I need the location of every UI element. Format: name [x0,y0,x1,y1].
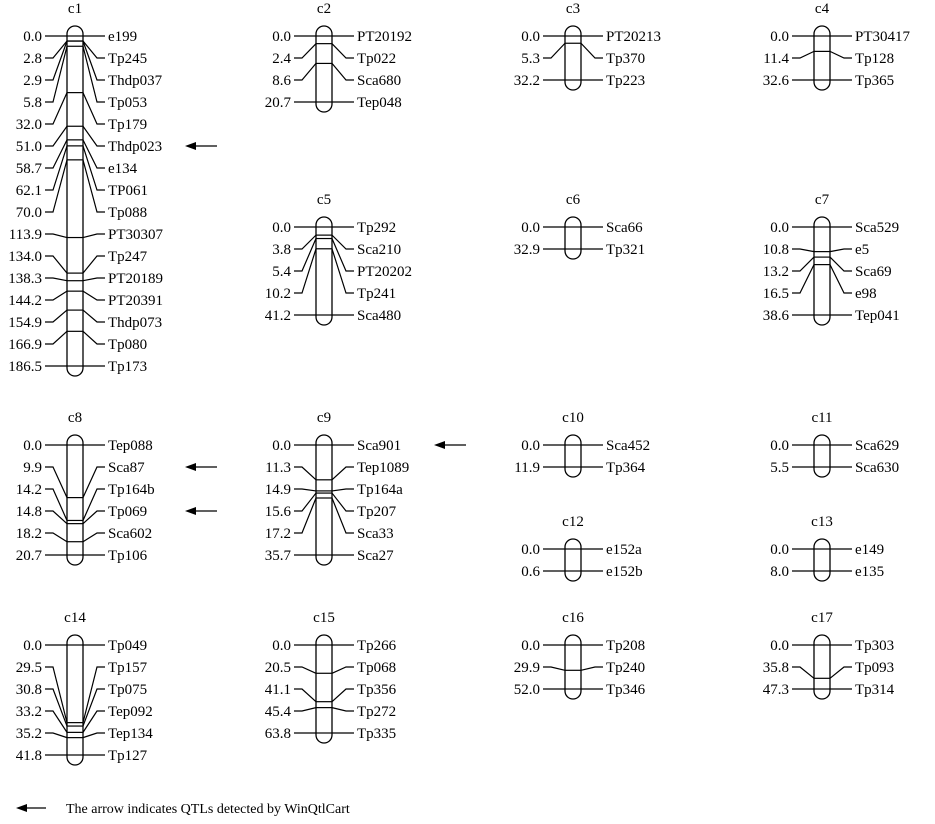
marker-name: Tp093 [855,660,895,676]
chromosome-name: c10 [562,410,584,426]
marker-name: Sca452 [606,438,651,454]
position-connector [792,249,814,252]
marker-name: Tp292 [357,220,397,236]
marker-connector [332,239,354,271]
marker-name: TP061 [108,183,149,199]
marker-name: Tp157 [108,660,148,676]
marker-position: 15.6 [264,504,291,520]
position-connector [294,63,316,80]
chromosome-c6 [514,192,645,259]
marker-name: PT20202 [357,264,413,280]
marker-position: 20.7 [15,548,42,564]
marker-name: Sca87 [108,460,145,476]
marker-position: 13.2 [762,264,789,280]
marker-name: e135 [855,564,885,580]
marker-name: Tp068 [357,660,397,676]
chromosome-name: c12 [562,514,584,530]
chromosome-name: c6 [565,192,581,208]
chromosome-bar [814,539,830,581]
marker-name: Tp223 [606,73,646,89]
marker-position: 17.2 [264,526,291,542]
marker-name: Tep048 [357,95,402,111]
marker-connector [332,689,354,702]
chromosome-name: c11 [811,410,833,426]
marker-connector [332,489,354,491]
marker-position: 0.6 [521,564,540,580]
position-connector [45,310,67,322]
marker-name: Tp075 [108,682,148,698]
marker-position: 5.4 [272,264,291,280]
marker-position: 14.8 [15,504,42,520]
marker-position: 20.5 [264,660,291,676]
marker-connector [83,291,105,300]
marker-name: PT20213 [606,29,662,45]
marker-connector [83,234,105,238]
chromosome-name: c7 [814,192,830,208]
marker-name: Sca33 [357,526,394,542]
marker-name: Thdp023 [108,139,163,155]
marker-name: Tep092 [108,704,153,720]
marker-name: Tp208 [606,638,646,654]
marker-connector [332,467,354,480]
chromosome-name: c3 [565,1,581,17]
chromosome-name: c2 [316,1,332,17]
chromosome-c13 [770,514,884,581]
position-connector [294,667,316,673]
marker-name: Tp335 [357,726,397,742]
marker-name: Tp207 [357,504,397,520]
chromosome-name: c16 [562,610,584,626]
marker-name: Sca210 [357,242,402,258]
marker-position: 3.8 [272,242,291,258]
marker-position: 47.3 [762,682,789,698]
marker-position: 14.9 [264,482,291,498]
marker-position: 70.0 [15,205,42,221]
marker-position: 2.4 [272,51,291,67]
marker-position: 10.8 [762,242,789,258]
marker-connector [332,44,354,58]
chromosome-bar [565,539,581,581]
position-connector [45,489,67,520]
position-connector [792,257,814,271]
marker-name: Tp314 [855,682,895,698]
chromosome-c7 [763,192,900,325]
marker-position: 35.2 [15,726,42,742]
marker-position: 5.5 [770,460,789,476]
marker-position: 113.9 [8,227,42,243]
chromosome-bar [565,435,581,477]
marker-name: Tp365 [855,73,895,89]
marker-position: 32.0 [15,117,42,133]
legend-arrow-head [16,804,27,812]
marker-name: PT30307 [108,227,164,243]
marker-position: 62.1 [15,183,42,199]
marker-position: 29.9 [513,660,540,676]
chromosome-c4 [763,1,911,90]
position-connector [294,467,316,480]
chromosome-c12 [521,514,642,581]
marker-position: 0.0 [272,438,291,454]
chromosome-name: c13 [811,514,833,530]
marker-name: Tp053 [108,95,148,111]
marker-connector [332,498,354,533]
marker-name: Sca602 [108,526,153,542]
marker-name: PT30417 [855,29,911,45]
marker-position: 35.7 [264,548,291,564]
marker-name: Tp173 [108,359,148,375]
marker-name: Tp128 [855,51,895,67]
chromosome-bar [316,26,332,112]
marker-position: 45.4 [264,704,291,720]
marker-name: e152a [606,542,642,558]
marker-name: e149 [855,542,885,558]
marker-position: 0.0 [770,542,789,558]
chromosome-c8 [16,410,217,565]
legend [16,802,350,817]
marker-position: 14.2 [15,482,42,498]
marker-name: Tp080 [108,337,148,353]
marker-position: 41.8 [15,748,42,764]
marker-position: 18.2 [15,526,42,542]
marker-name: Thdp037 [108,73,163,89]
chromosome-name: c4 [814,1,830,17]
marker-position: 138.3 [8,271,42,287]
chromosome-name: c5 [316,192,332,208]
marker-position: 58.7 [15,161,42,177]
marker-position: 154.9 [8,315,42,331]
marker-connector [83,310,105,322]
qtl-arrow-icon [185,142,196,150]
marker-name: Sca630 [855,460,900,476]
marker-name: Sca629 [855,438,900,454]
chromosome-c1 [8,1,217,376]
marker-name: PT20189 [108,271,164,287]
marker-connector [332,667,354,673]
marker-position: 0.0 [23,29,42,45]
marker-position: 0.0 [770,438,789,454]
position-connector [294,239,316,271]
marker-connector [83,278,105,281]
marker-name: Sca901 [357,438,402,454]
marker-connector [83,711,105,732]
marker-name: Tep041 [855,308,900,324]
marker-connector [332,493,354,511]
marker-position: 0.0 [23,438,42,454]
marker-name: e98 [855,286,877,302]
marker-position: 186.5 [8,359,42,375]
position-connector [45,291,67,300]
marker-position: 0.0 [272,29,291,45]
marker-name: PT20192 [357,29,413,45]
marker-connector [830,249,852,252]
chromosome-c11 [770,410,899,477]
marker-position: 32.6 [762,73,789,89]
qtl-arrow-icon [434,441,445,449]
position-connector [294,493,316,511]
marker-name: PT20391 [108,293,164,309]
marker-name: Tp356 [357,682,397,698]
chromosome-name: c17 [811,610,833,626]
position-connector [45,667,67,723]
chromosome-name: c8 [67,410,83,426]
marker-position: 5.8 [23,95,42,111]
marker-name: Sca480 [357,308,402,324]
marker-position: 41.2 [264,308,291,324]
chromosome-bar [814,435,830,477]
position-connector [294,689,316,702]
marker-position: 52.0 [513,682,540,698]
marker-name: Tep134 [108,726,153,742]
position-connector [45,126,67,146]
marker-name: Sca27 [357,548,394,564]
marker-name: e5 [855,242,870,258]
marker-name: e152b [606,564,643,580]
marker-position: 0.0 [770,29,789,45]
marker-position: 16.5 [762,286,789,302]
position-connector [543,43,565,58]
position-connector [45,278,67,281]
marker-name: Tp247 [108,249,148,265]
position-connector [294,489,316,491]
marker-position: 10.2 [264,286,291,302]
chromosome-c9 [265,410,466,565]
marker-name: Sca529 [855,220,900,236]
chromosome-bar [316,635,332,743]
marker-position: 0.0 [521,220,540,236]
marker-position: 9.9 [23,460,42,476]
chromosome-c14 [16,610,154,765]
marker-position: 20.7 [264,95,291,111]
marker-name: Tp272 [357,704,397,720]
marker-connector [830,265,852,293]
marker-name: Tp370 [606,51,646,67]
marker-position: 2.9 [23,73,42,89]
marker-name: Tp346 [606,682,646,698]
marker-position: 51.0 [15,139,42,155]
chromosome-bar [565,217,581,259]
marker-position: 41.1 [264,682,291,698]
marker-connector [581,667,603,670]
marker-connector [83,93,105,124]
marker-name: Tp364 [606,460,646,476]
marker-position: 0.0 [521,438,540,454]
marker-connector [830,257,852,271]
marker-connector [332,708,354,711]
marker-position: 63.8 [264,726,291,742]
chromosome-bar [316,217,332,325]
marker-position: 8.6 [272,73,291,89]
position-connector [45,467,67,498]
qtl-arrow-icon [185,507,196,515]
chromosome-c5 [265,192,412,325]
marker-position: 166.9 [8,337,42,353]
marker-connector [830,51,852,58]
marker-name: Tep088 [108,438,153,454]
marker-position: 38.6 [762,308,789,324]
marker-position: 0.0 [770,638,789,654]
marker-position: 144.2 [8,293,42,309]
chromosome-bar [67,26,83,376]
marker-name: Tp164b [108,482,155,498]
position-connector [294,708,316,711]
marker-name: Tep1089 [357,460,410,476]
marker-position: 11.3 [265,460,291,476]
position-connector [45,733,67,738]
marker-position: 32.2 [513,73,540,89]
marker-name: e199 [108,29,138,45]
marker-name: Tp245 [108,51,148,67]
position-connector [294,498,316,533]
chromosome-name: c14 [64,610,86,626]
marker-position: 0.0 [770,220,789,236]
marker-name: e134 [108,161,138,177]
legend-text: The arrow indicates QTLs detected by WinQtlCart [66,802,350,817]
marker-name: Tp088 [108,205,148,221]
marker-position: 134.0 [8,249,42,265]
chromosome-c15 [265,610,397,743]
position-connector [294,44,316,58]
marker-name: Tp179 [108,117,148,133]
marker-position: 11.9 [514,460,540,476]
marker-name: Tp127 [108,748,148,764]
marker-name: Tp240 [606,660,646,676]
chromosome-name: c1 [67,1,83,17]
marker-connector [332,63,354,80]
marker-position: 2.8 [23,51,42,67]
marker-position: 0.0 [521,542,540,558]
marker-connector [830,667,852,678]
position-connector [543,667,565,670]
marker-position: 0.0 [521,29,540,45]
marker-name: Tp241 [357,286,397,302]
chromosome-c16 [514,610,646,699]
chromosome-c3 [514,1,661,90]
marker-name: Thdp073 [108,315,163,331]
position-connector [45,331,67,344]
chromosome-name: c15 [313,610,335,626]
marker-name: Tp303 [855,638,895,654]
chromosome-c17 [763,610,895,699]
marker-name: Tp106 [108,548,148,564]
marker-position: 0.0 [521,638,540,654]
position-connector [45,93,67,124]
marker-position: 0.0 [272,638,291,654]
qtl-arrow-icon [185,463,196,471]
marker-name: Sca680 [357,73,402,89]
marker-position: 35.8 [762,660,789,676]
chromosome-name: c9 [316,410,332,426]
marker-name: Tp069 [108,504,148,520]
chromosome-bar [67,635,83,765]
marker-position: 8.0 [770,564,789,580]
marker-position: 0.0 [23,638,42,654]
marker-position: 32.9 [513,242,540,258]
chromosome-c10 [514,410,650,477]
marker-connector [83,331,105,344]
marker-position: 33.2 [15,704,42,720]
position-connector [45,256,67,273]
marker-name: Tp022 [357,51,397,67]
marker-connector [83,533,105,542]
chromosome-bar [814,217,830,325]
marker-connector [83,140,105,168]
marker-connector [83,733,105,738]
marker-position: 5.3 [521,51,540,67]
marker-connector [83,256,105,273]
marker-connector [83,467,105,498]
marker-name: Tp164a [357,482,403,498]
position-connector [792,51,814,58]
position-connector [45,711,67,732]
chromosome-c2 [265,1,412,112]
marker-position: 30.8 [15,682,42,698]
marker-position: 29.5 [15,660,42,676]
chromosome-bar [316,435,332,565]
chromosome-bar [67,435,83,565]
marker-name: Tp266 [357,638,397,654]
marker-connector [581,43,603,58]
position-connector [792,667,814,678]
marker-position: 0.0 [272,220,291,236]
position-connector [45,140,67,168]
marker-connector [83,126,105,146]
marker-name: Sca66 [606,220,643,236]
marker-connector [83,489,105,520]
marker-name: Tp321 [606,242,646,258]
marker-connector [83,667,105,723]
marker-name: Tp049 [108,638,148,654]
marker-name: Sca69 [855,264,892,280]
position-connector [45,533,67,542]
position-connector [45,234,67,238]
position-connector [792,265,814,293]
marker-position: 11.4 [763,51,789,67]
